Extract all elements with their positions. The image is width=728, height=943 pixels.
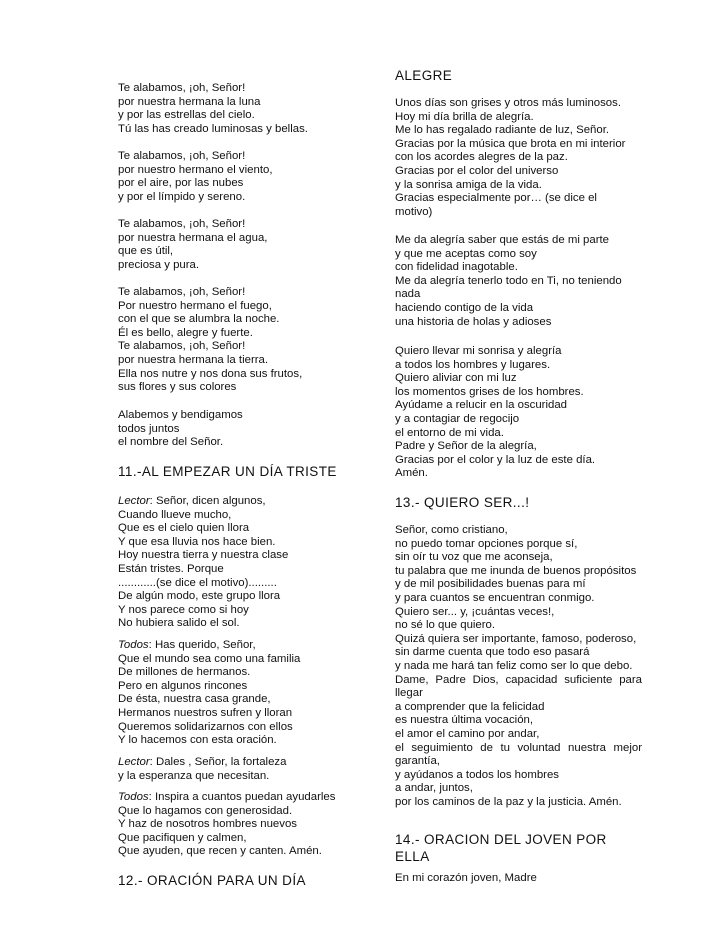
text-line: Hermanos nuestros sufren y lloran bbox=[118, 706, 293, 719]
text-line: y nada me hará tan feliz como ser lo que debo. bbox=[395, 659, 633, 672]
text-line: no sé lo que quiero. bbox=[395, 619, 496, 632]
text-line: garantía, bbox=[395, 755, 440, 768]
hymn-stanza-viento bbox=[118, 150, 346, 204]
text-line: con los acordes alegres de la paz. bbox=[395, 151, 568, 164]
text-line: y a contagiar de regocijo bbox=[395, 412, 520, 425]
text-line: Y nos parece como si hoy bbox=[118, 603, 249, 616]
text-line: llegar bbox=[395, 687, 423, 700]
text-line: Quiero llevar mi sonrisa y alegría bbox=[395, 345, 562, 357]
text-line: por el aire, por las nubes bbox=[118, 177, 244, 190]
text-line: Me da alegría tenerlo todo en Ti, no teniendo bbox=[395, 274, 622, 287]
text-line: nada bbox=[395, 288, 421, 301]
heading-text: ALEGRE bbox=[395, 68, 453, 83]
hymn-closing bbox=[118, 409, 346, 450]
speaker-label: Lector bbox=[118, 495, 150, 507]
text-line: Cuando llueve mucho, bbox=[118, 508, 232, 521]
text-line bbox=[118, 639, 346, 653]
text-line: Que pacifiquen y calmen, bbox=[118, 831, 247, 844]
line-rest: : Señor, dicen algunos, bbox=[149, 495, 266, 507]
text-line: con el que se alumbra la noche. bbox=[118, 313, 280, 326]
text-line: Quiero aliviar con mi luz bbox=[395, 372, 517, 385]
text-line: Te alabamos, ¡oh, Señor! bbox=[118, 218, 246, 230]
text-line bbox=[118, 756, 346, 770]
text-line: el entorno de mi vida. bbox=[395, 426, 504, 439]
text-line: y de mil posibilidades buenas para mí bbox=[395, 578, 586, 591]
text-line: y la sonrisa amiga de la vida. bbox=[395, 178, 542, 191]
text-line: sus flores y sus colores bbox=[118, 381, 237, 394]
text-line: a andar, juntos, bbox=[395, 782, 473, 795]
prayer-lector-1 bbox=[118, 495, 346, 631]
text-line: Y que esa lluvia nos hace bien. bbox=[118, 535, 276, 548]
text-line: Que es el cielo quien llora bbox=[118, 522, 250, 535]
text-line: y ayúdanos a todos los hombres bbox=[395, 768, 559, 781]
text-line: No hubiera salido el sol. bbox=[118, 617, 240, 630]
text-line: Ella nos nutre y nos dona sus frutos, bbox=[118, 367, 303, 380]
heading-text: 11.-AL EMPEZAR UN DÍA TRISTE bbox=[118, 464, 337, 479]
text-line: a todos los hombres y lugares. bbox=[395, 358, 551, 371]
line-rest: : Inspira a cuantos puedan ayudarles bbox=[148, 791, 336, 803]
text-line: Te alabamos, ¡oh, Señor! bbox=[118, 82, 246, 94]
text-line: Queremos solidarizarnos con ellos bbox=[118, 720, 293, 733]
text-line: una historia de holas y adioses bbox=[395, 315, 552, 328]
text-line: En mi corazón joven, Madre bbox=[395, 872, 537, 884]
line-rest: : Dales , Señor, la fortaleza bbox=[149, 756, 287, 768]
text-line: Te alabamos, ¡oh, Señor! bbox=[118, 286, 246, 298]
section-heading-12 bbox=[118, 872, 346, 889]
text-line: todos juntos bbox=[118, 422, 180, 435]
text-line: Amén. bbox=[395, 467, 428, 480]
text-line: Gracias por la música que brota en mi interior bbox=[395, 137, 626, 150]
text-line: De millones de hermanos. bbox=[118, 666, 251, 679]
text-line: Gracias por el color del universo bbox=[395, 164, 559, 177]
text-line: motivo) bbox=[395, 205, 433, 218]
text-line: Te alabamos, ¡oh, Señor! bbox=[118, 150, 246, 162]
text-line: Hoy mi día brilla de alegría. bbox=[395, 110, 534, 123]
text-line: ............(se dice el motivo)......... bbox=[118, 576, 277, 589]
text-line: Que lo hagamos con generosidad. bbox=[118, 804, 293, 817]
heading-text: 13.- QUIERO SER...! bbox=[395, 495, 530, 510]
text-line: y para cuantos se encuentran conmigo. bbox=[395, 591, 595, 604]
text-line: Tú las has creado luminosas y bellas. bbox=[118, 122, 308, 135]
text-line: Gracias por el color y la luz de este día. bbox=[395, 453, 596, 466]
text-line: y por el límpido y sereno. bbox=[118, 190, 246, 203]
text-line: Ayúdame a relucir en la oscuridad bbox=[395, 399, 568, 412]
text-line: y que me aceptas como soy bbox=[395, 247, 537, 260]
text-line: Quiero ser... y, ¡cuántas veces!, bbox=[395, 605, 555, 618]
text-line: sin oír tu voz que me aconseja, bbox=[395, 551, 553, 564]
prayer-stanza-1 bbox=[395, 97, 642, 219]
speaker-label: Lector bbox=[118, 756, 150, 768]
text-line: el nombre del Señor. bbox=[118, 436, 224, 449]
text-line: por nuestra hermana la tierra. bbox=[118, 353, 269, 366]
text-line: Y haz de nosotros hombres nuevos bbox=[118, 818, 297, 831]
text-line-justified: el seguimiento de tu voluntad nuestra mejor bbox=[395, 741, 642, 754]
text-line: y la esperanza que necesitan. bbox=[118, 769, 270, 782]
text-line: por los caminos de la paz y la justicia. Amén. bbox=[395, 795, 622, 808]
text-line: que es útil, bbox=[118, 245, 174, 258]
prayer-lector-2 bbox=[118, 756, 346, 783]
line-rest: : Has querido, Señor, bbox=[148, 639, 256, 651]
text-line: Señor, como cristiano, bbox=[395, 524, 508, 536]
text-line: Te alabamos, ¡oh, Señor! bbox=[118, 340, 246, 353]
heading-text: ELLA bbox=[395, 849, 430, 864]
text-line: tu palabra que me inunda de buenos propósitos bbox=[395, 564, 637, 577]
section-heading-13 bbox=[395, 494, 642, 511]
prayer-joven bbox=[395, 872, 642, 886]
text-line: De algún modo, este grupo llora bbox=[118, 590, 281, 603]
text-line: con fidelidad inagotable. bbox=[395, 261, 518, 274]
hymn-stanza-luna bbox=[118, 82, 346, 136]
section-heading-11 bbox=[118, 463, 346, 480]
prayer-todos-1 bbox=[118, 639, 346, 748]
prayer-todos-2 bbox=[118, 791, 346, 859]
text-line: sin darme cuenta que todo eso pasará bbox=[395, 646, 590, 659]
text-line: los momentos grises de los hombres. bbox=[395, 385, 584, 398]
hymn-stanza-fuego-tierra bbox=[118, 286, 346, 395]
text-line: Que el mundo sea como una familia bbox=[118, 652, 301, 665]
text-line: Él es bello, alegre y fuerte. bbox=[118, 326, 253, 339]
text-line: Unos días son grises y otros más luminosos. bbox=[395, 97, 622, 109]
section-heading-14 bbox=[395, 831, 642, 865]
prayer-stanza-3 bbox=[395, 345, 642, 481]
text-line: Me lo has regalado radiante de luz, Señor. bbox=[395, 124, 610, 137]
text-line: Gracias especialmente por… (se dice el bbox=[395, 192, 597, 205]
text-line: a comprender que la felicidad bbox=[395, 700, 545, 713]
speaker-label: Todos bbox=[118, 639, 149, 651]
prayer-stanza-2 bbox=[395, 234, 642, 329]
hymn-stanza-agua bbox=[118, 218, 346, 272]
text-line: Están tristes. Porque bbox=[118, 562, 224, 575]
section-heading-12-cont bbox=[395, 67, 642, 84]
text-line: preciosa y pura. bbox=[118, 258, 200, 271]
text-line: es nuestra última vocación, bbox=[395, 714, 534, 727]
text-line: Me da alegría saber que estás de mi parte bbox=[395, 234, 610, 246]
text-line: De ésta, nuestra casa grande, bbox=[118, 693, 271, 706]
prayer-quiero-ser bbox=[395, 524, 642, 809]
text-line: Y lo hacemos con esta oración. bbox=[118, 734, 277, 747]
text-line: Quizá quiera ser importante, famoso, poderoso, bbox=[395, 632, 637, 645]
heading-text: 12.- ORACIÓN PARA UN DÍA bbox=[118, 873, 306, 888]
text-line: y por las estrellas del cielo. bbox=[118, 109, 255, 122]
text-line: Alabemos y bendigamos bbox=[118, 409, 243, 421]
text-line: por nuestra hermana el agua, bbox=[118, 231, 268, 244]
text-line bbox=[118, 495, 346, 509]
text-line: Por nuestro hermano el fuego, bbox=[118, 299, 272, 312]
text-line: Que ayuden, que recen y canten. Amén. bbox=[118, 845, 322, 858]
speaker-label: Todos bbox=[118, 791, 149, 803]
text-line: por nuestra hermana la luna bbox=[118, 95, 261, 108]
text-line: el amor el camino por andar, bbox=[395, 727, 540, 740]
heading-text: 14.- ORACION DEL JOVEN POR bbox=[395, 832, 607, 847]
text-line: no puedo tomar opciones porque sí, bbox=[395, 537, 578, 550]
text-line: Pero en algunos rincones bbox=[118, 679, 248, 692]
text-line: haciendo contigo de la vida bbox=[395, 301, 534, 314]
text-line bbox=[118, 791, 346, 805]
text-line: Hoy nuestra tierra y nuestra clase bbox=[118, 549, 289, 562]
text-line: Padre y Señor de la alegría, bbox=[395, 440, 537, 453]
text-line-justified: Dame, Padre Dios, capacidad suficiente para bbox=[395, 673, 642, 686]
text-line: por nuestro hermano el viento, bbox=[118, 163, 273, 176]
